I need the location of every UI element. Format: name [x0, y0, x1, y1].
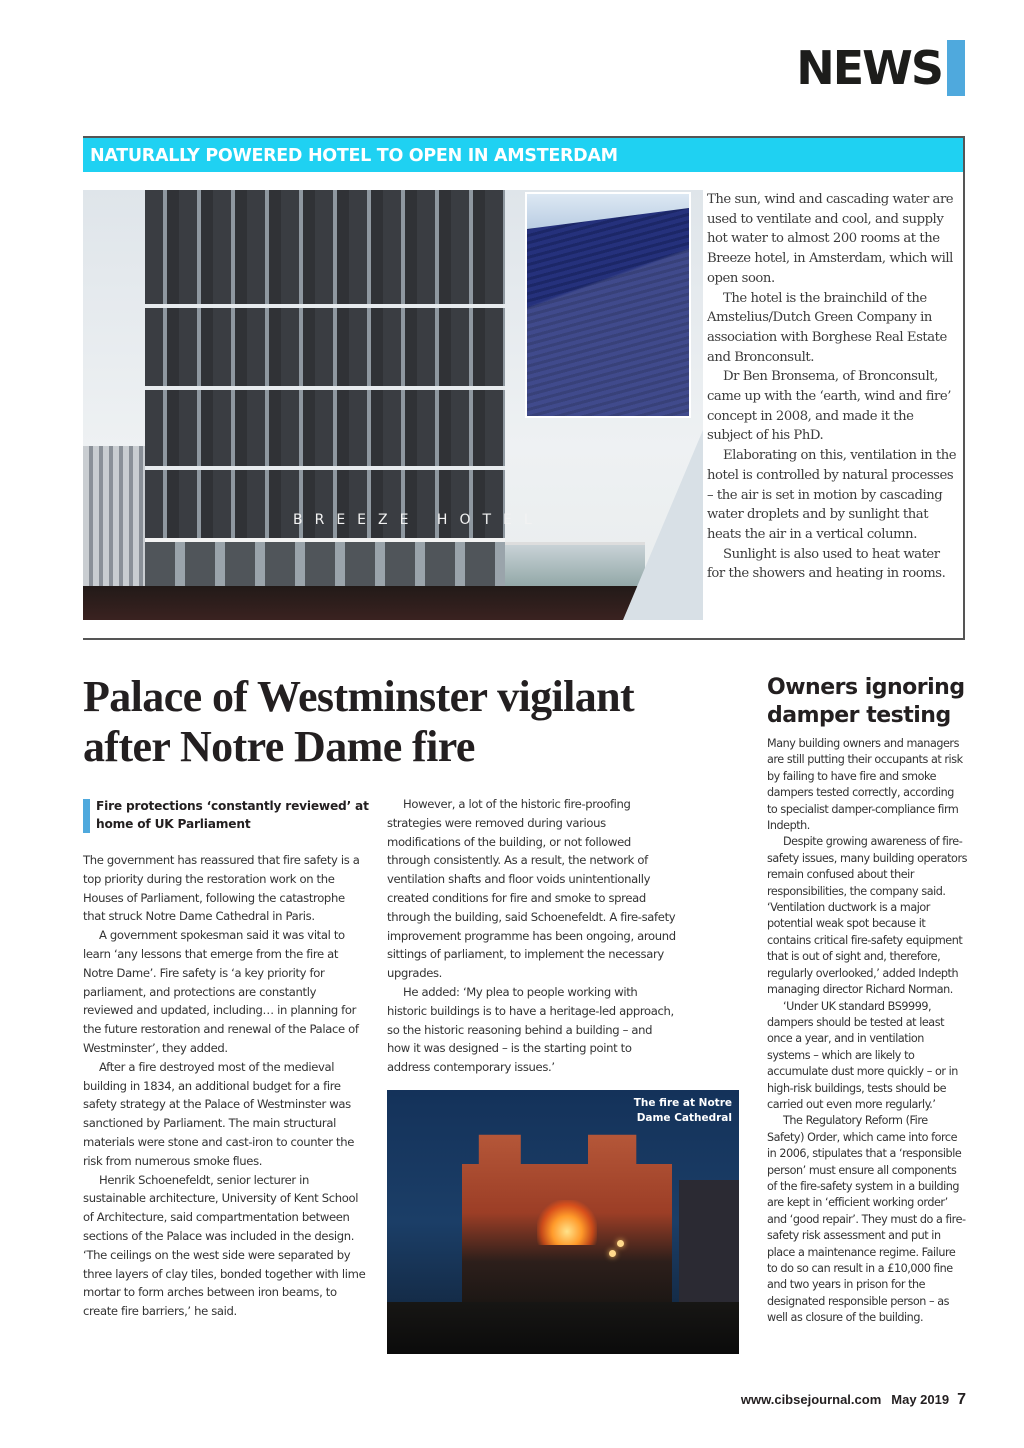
- quay-deck: [83, 586, 643, 620]
- side-article-body: [767, 736, 967, 1327]
- main-article-title: Palace of Westminster vigilant after Notre Dame fire: [83, 672, 635, 771]
- hotel-tower: [145, 190, 505, 542]
- body-paragraph: The government has reassured that fire safety is a top priority during the restoration work on the Houses of Parliament, following the catastrophe that struck Notre Dame Cathedral in Paris.: [83, 853, 360, 924]
- side-article-title: Owners ignoring damper testing: [767, 675, 965, 728]
- flames: [537, 1200, 597, 1245]
- section-label: NEWS: [796, 41, 942, 95]
- side-paragraph: ‘Under UK standard BS9999, dampers should be tested at least once a year, and in ventilation systems – which are likely to accumulate dust more quickly – or in high-risk buildings, tests should be carried out even more regularly.’: [767, 999, 958, 1111]
- sail-shape: [623, 430, 703, 620]
- feature-paragraph: Sunlight is also used to heat water for the showers and heating in rooms.: [707, 546, 946, 582]
- feature-body: [707, 190, 957, 584]
- notre-dame-fire-photo: [387, 1090, 739, 1354]
- body-paragraph: Henrik Schoenefeldt, senior lecturer in sustainable architecture, University of Kent School of Architecture, said compartmentation between sections of the Palace was included in the design. ‘The ceilings on the west side were separated by three layers of clay tiles, bonded together with lime mortar to form arches between iron beams, to create fire barriers,’ he said.: [83, 1172, 366, 1319]
- feature-paragraph: The hotel is the brainchild of the Amstelius/Dutch Green Company in association with Borghese Real Estate and Bronconsult.: [707, 290, 947, 365]
- footer-issue: May 2019: [891, 1392, 950, 1407]
- neighbor-building: [83, 446, 145, 586]
- photo-caption: The fire at Notre Dame Cathedral: [633, 1097, 732, 1124]
- section-accent-bar: [947, 40, 965, 96]
- street-lamp: [617, 1240, 624, 1247]
- page-number: 7: [957, 1391, 966, 1408]
- footer-website: www.cibsejournal.com: [740, 1392, 882, 1407]
- floor-band: [145, 386, 505, 390]
- main-article-standfirst: Fire protections ‘constantly reviewed’ at home of UK Parliament: [96, 799, 369, 831]
- side-paragraph: Many building owners and managers are still putting their occupants at risk by failing to have fire and smoke dampers tested correctly, according to specialist damper-compliance firm Indepth.: [767, 737, 963, 833]
- main-article-column-1: [83, 851, 368, 1321]
- main-article-column-2: [387, 795, 677, 1077]
- right-building: [679, 1180, 739, 1320]
- body-paragraph: After a fire destroyed most of the medieval building in 1834, an additional budget for a fire safety strategy at the Palace of Westminster was sanctioned by Parliament. The main structural materials were stone and cast-iron to counter the risk from numerous smoke flues.: [83, 1059, 355, 1168]
- hotel-ground-floor: [145, 542, 505, 586]
- sky: [527, 194, 689, 229]
- side-paragraph: The Regulatory Reform (Fire Safety) Order, which came into force in 2006, stipulates that a ‘responsible person’ must ensure all components of the fire-safety system in a building are kept in ‘efficient working order’ and ‘good repair’. They must do a fire-safety risk assessment and put in place a maintenance regime. Failure to do so can result in a £10,000 fine and two years in prison for the designated responsible person – as well as closure of the building.: [767, 1114, 966, 1325]
- floor-band: [145, 304, 505, 308]
- feature-box: [83, 136, 965, 640]
- feature-paragraph: Dr Ben Bronsema, of Bronconsult, came up with the ‘earth, wind and fire’ concept in 2008, and made it the subject of his PhD.: [707, 369, 951, 444]
- street-lamp: [609, 1250, 616, 1257]
- side-paragraph: Despite growing awareness of fire-safety issues, many building operators remain confused about their responsibilities, the company said. ‘Ventilation ductwork is a major potential weak spot because it contains critical fire-safety equipment that is out of sight and, therefore, regularly overlooked,’ added Indepth managing director Richard Norman.: [767, 835, 967, 997]
- feature-paragraph: Elaborating on this, ventilation in the hotel is controlled by natural processes – the air is set in motion by cascading water droplets and by sunlight that heats the air in a vertical column.: [707, 448, 957, 542]
- body-paragraph: However, a lot of the historic fire-proofing strategies were removed during various modifications of the building, or not followed through consistently. As a result, the network of ventilation shafts and floor voids unintentionally created conditions for fire and smoke to spread through the building, said Schoenefeldt. A fire-safety improvement programme has been ongoing, around sittings of parliament, to implement the necessary upgrades.: [387, 797, 676, 981]
- body-paragraph: He added: ‘My plea to people working with historic buildings is to have a heritage-led approach, so the historic reasoning behind a building – and how it was designed – is the starting point to address contemporary issues.’: [387, 984, 674, 1075]
- floor-band: [145, 466, 505, 470]
- hotel-sign: BREEZE HOTEL: [293, 512, 544, 528]
- feature-header: NATURALLY POWERED HOTEL TO OPEN IN AMSTERDAM: [83, 138, 963, 172]
- feature-paragraph: The sun, wind and cascading water are used to ventilate and cool, and supply hot water to almost 200 rooms at the Breeze hotel, in Amsterdam, which will open soon.: [707, 192, 954, 286]
- page-footer: [731, 1391, 966, 1409]
- river-bank: [387, 1302, 739, 1354]
- body-paragraph: A government spokesman said it was vital to learn ‘any lessons that emerge from the fire at Notre Dame’. Fire safety is ‘a key priority for parliament, and protections are constantly reviewed and updated, including… in planning for the future restoration and renewal of the Palace of Westminster’, they added.: [83, 928, 359, 1055]
- hotel-facade-inset-image: [525, 192, 691, 418]
